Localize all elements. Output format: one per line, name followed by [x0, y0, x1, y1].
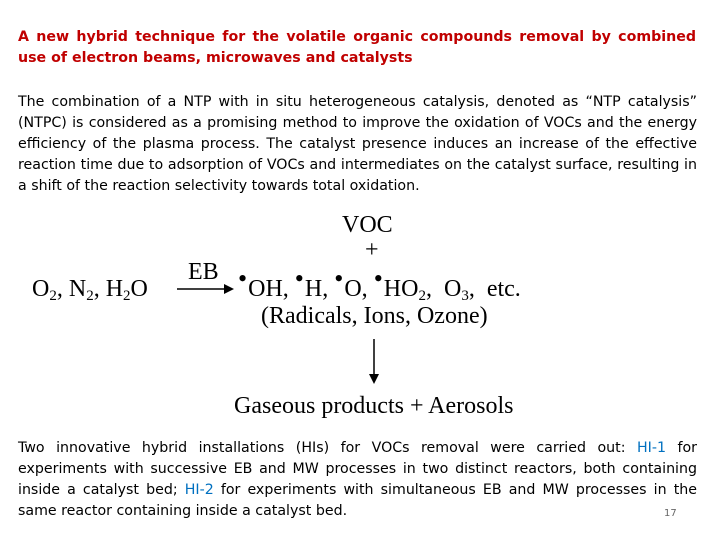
hi1-label: HI-1 [636, 440, 666, 456]
voc-label: VOC [342, 212, 393, 238]
down-arrow-icon [366, 338, 382, 386]
reactants: $O_2$, $N_2$, $H_2O$ [32, 276, 148, 304]
arrow-label: EB [188, 259, 219, 285]
result-label: Gaseous products + Aerosols [234, 393, 514, 419]
page-number: 17 [664, 508, 677, 519]
hi2-label: HI-2 [184, 482, 214, 498]
species-label: (Radicals, Ions, Ozone) [261, 303, 488, 329]
intro-paragraph: The combination of a NTP with in situ heterogeneous catalysis, denoted as “NTP catalysis” (NTPC) is considered as a promising method to improve the oxidation of VOCs and the energy efficiency of the plasma process. The catalyst presence induces an increase of the effective reaction time due to adsorption of VOCs and intermediates on the catalyst surface, resulting in a shift of the reaction selectivity towards total oxidation. [18, 94, 697, 194]
right-arrow-icon [176, 282, 236, 296]
products: •OH, •H, •O, $•HO_2$, $O_3$, etc. [238, 264, 521, 304]
plus-sign: + [365, 237, 379, 263]
installations-paragraph: Two innovative hybrid installations (HIs) for VOCs removal were carried out: HI-1 for experiments with successive EB and MW processes in two distinct reactors, both containing inside a catalyst bed; HI-2 for experiments with simultaneous EB and MW processes in the same reactor containing inside a catalyst bed. [18, 440, 697, 519]
slide-title: A new hybrid technique for the volatile organic compounds removal by combined use of electron beams, microwaves and catalysts [18, 29, 696, 66]
